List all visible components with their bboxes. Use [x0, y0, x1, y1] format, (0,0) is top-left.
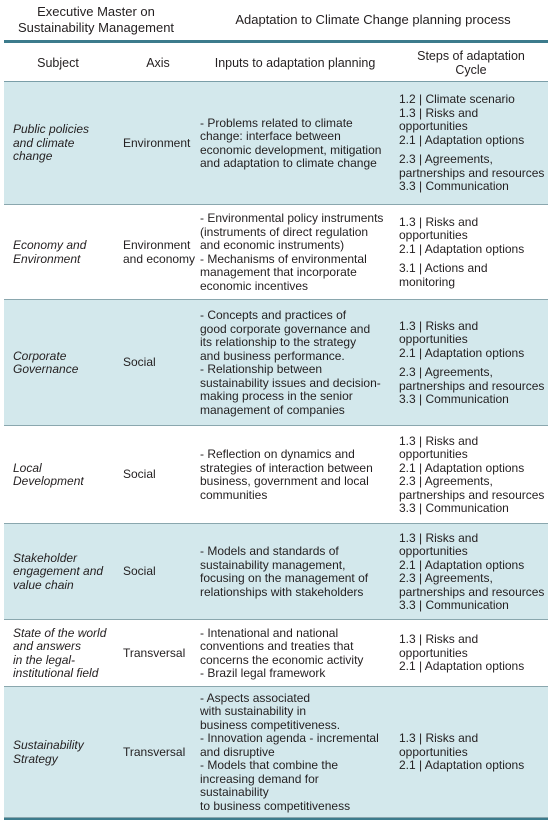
- axis-cell: [123, 620, 201, 687]
- program-title-line: Executive Master on: [37, 4, 155, 19]
- inputs-cell-line: management that incorporate: [200, 265, 357, 279]
- column-header-subject: Subject: [37, 56, 79, 70]
- subject-cell-line: engagement and: [13, 564, 104, 579]
- steps-group: [399, 320, 544, 361]
- steps-group: [399, 732, 524, 773]
- subject-cell-line: Governance: [13, 362, 79, 376]
- subject-cell-line: Strategy: [13, 751, 58, 766]
- subject-cell-line: institutional field: [13, 666, 99, 680]
- steps-group: [399, 216, 524, 257]
- inputs-cell: [200, 687, 390, 818]
- step-line: 2.3 | Agreements,: [399, 365, 493, 379]
- subject-cell-line: and answers: [13, 639, 82, 653]
- step-line: 1.3 | Risks and: [399, 731, 479, 746]
- header-rule: [4, 40, 548, 43]
- inputs-cell-line: making process in the senior: [200, 389, 353, 403]
- step-line: 2.1 | Adaptation options: [399, 659, 525, 674]
- axis-cell-text: [123, 356, 156, 370]
- axis-cell-text: [123, 565, 156, 579]
- axis-cell-text: [123, 468, 156, 482]
- inputs-cell: [200, 426, 390, 524]
- steps-cell: [399, 524, 547, 620]
- step-line: 2.1 | Adaptation options: [399, 557, 525, 572]
- column-header-axis: Axis: [146, 56, 170, 70]
- inputs-cell-line: and economic instruments): [200, 238, 345, 252]
- step-line: 3.3 | Communication: [399, 598, 509, 612]
- step-line: 2.3 | Agreements,: [399, 571, 493, 585]
- step-line: opportunities: [399, 645, 468, 660]
- steps-cell: [399, 620, 547, 687]
- steps-list: [399, 93, 544, 194]
- inputs-cell-line: - Models and standards of: [200, 544, 339, 558]
- inputs-cell-text: [200, 627, 363, 681]
- inputs-cell-line: - Environmental policy instruments: [200, 211, 384, 225]
- steps-cell: [399, 426, 547, 524]
- inputs-cell-text: [200, 212, 383, 293]
- subject-cell-line: Environment: [13, 251, 81, 266]
- axis-cell-line: Social: [123, 467, 156, 482]
- inputs-cell: [200, 524, 390, 620]
- steps-group: [399, 435, 544, 516]
- inputs-cell-line: business competitiveness.: [200, 717, 341, 732]
- table-row: [4, 82, 548, 205]
- axis-cell-line: Transversal: [123, 645, 186, 660]
- axis-cell: [123, 82, 201, 205]
- inputs-cell-line: with sustainability in: [200, 704, 307, 719]
- axis-cell: [123, 300, 201, 426]
- axis-cell-line: Social: [123, 564, 156, 579]
- step-line: opportunities: [399, 447, 468, 461]
- steps-cell: [399, 205, 547, 300]
- subject-cell-line: value chain: [13, 577, 74, 592]
- step-line: partnerships and resources: [399, 378, 545, 393]
- inputs-cell: [200, 620, 390, 687]
- axis-cell-line: and economy: [123, 251, 196, 266]
- subject-cell-text: [13, 239, 86, 266]
- subject-cell-line: Economy and: [13, 238, 87, 252]
- axis-cell: [123, 687, 201, 818]
- steps-cell: [399, 82, 547, 205]
- inputs-cell-text: [200, 448, 373, 502]
- inputs-cell-line: - Models that combine the: [200, 758, 339, 773]
- subject-cell: [13, 620, 117, 687]
- subject-cell-text: [13, 627, 106, 681]
- inputs-cell-line: - Relationship between: [200, 362, 323, 376]
- step-line: partnerships and resources: [399, 584, 545, 599]
- inputs-cell-line: - Concepts and practices of: [200, 308, 347, 322]
- steps-list: [399, 532, 544, 613]
- inputs-cell-line: (instruments of direct regulation: [200, 224, 369, 239]
- step-line: 2.1 | Adaptation options: [399, 758, 525, 773]
- subject-cell-line: State of the world: [13, 625, 107, 640]
- inputs-cell-line: - Innovation agenda - incremental: [200, 731, 379, 746]
- inputs-cell-text: [200, 545, 368, 599]
- subject-cell-text: [13, 462, 84, 489]
- step-line: 1.3 | Risks and: [399, 632, 479, 647]
- steps-cell: [399, 687, 547, 818]
- table-super-header: [0, 0, 554, 44]
- step-line: 3.1 | Actions and: [399, 261, 488, 276]
- steps-list: [399, 320, 544, 407]
- inputs-cell-line: concerns the economic activity: [200, 652, 364, 667]
- inputs-cell-text: [200, 117, 381, 171]
- axis-cell: [123, 524, 201, 620]
- subject-cell-line: and climate: [13, 135, 75, 150]
- inputs-cell-line: communities: [200, 487, 268, 502]
- footer-rule: [4, 818, 548, 820]
- step-line: partnerships and resources: [399, 165, 545, 180]
- steps-list: [399, 633, 524, 674]
- table-row: [4, 426, 548, 524]
- axis-cell-text: [123, 137, 190, 151]
- axis-cell-text: [123, 647, 185, 661]
- inputs-cell-line: business, government and local: [200, 474, 369, 488]
- inputs-cell-line: conventions and treaties that: [200, 639, 354, 653]
- process-title: Adaptation to Climate Change planning process: [235, 12, 511, 27]
- step-line: 3.3 | Communication: [399, 501, 509, 515]
- step-line: opportunities: [399, 119, 468, 134]
- inputs-cell-line: to business competitiveness: [200, 798, 351, 813]
- inputs-cell-line: management of companies: [200, 402, 345, 417]
- step-line: 2.1 | Adaptation options: [399, 345, 525, 360]
- subject-cell-line: Corporate: [13, 348, 67, 363]
- subject-cell-text: [13, 739, 84, 766]
- inputs-cell-line: sustainability management,: [200, 557, 346, 572]
- subject-cell-line: in the legal-: [13, 652, 76, 667]
- axis-cell: [123, 426, 201, 524]
- step-line: opportunities: [399, 744, 468, 759]
- program-title-line: Sustainability Management: [17, 20, 175, 35]
- steps-cell: [399, 300, 547, 426]
- step-line: 3.3 | Communication: [399, 179, 509, 194]
- steps-list: [399, 732, 524, 773]
- inputs-cell-line: economic incentives: [200, 278, 309, 293]
- inputs-cell-line: - Reflection on dynamics and: [200, 447, 355, 461]
- program-title: [4, 4, 188, 36]
- table-row: [4, 524, 548, 620]
- step-line: 2.3 | Agreements,: [399, 152, 493, 167]
- step-line: 1.3 | Risks and: [399, 214, 479, 229]
- inputs-cell-line: its relationship to the strategy: [200, 335, 357, 349]
- subject-cell: [13, 687, 117, 818]
- column-header-steps-line: Steps of adaptation: [417, 49, 525, 63]
- axis-cell-line: Environment: [123, 238, 191, 252]
- step-line: monitoring: [399, 274, 456, 289]
- subject-cell-line: Sustainability: [13, 738, 84, 752]
- subject-cell: [13, 205, 117, 300]
- inputs-cell-line: sustainability issues and decision-: [200, 375, 381, 390]
- axis-cell-line: Social: [123, 355, 156, 370]
- table-row: [4, 205, 548, 300]
- table-row: [4, 300, 548, 426]
- axis-cell-line: Transversal: [123, 744, 186, 759]
- step-line: 1.3 | Risks and: [399, 105, 479, 120]
- steps-group: [399, 366, 544, 407]
- subject-cell-text: [13, 552, 103, 593]
- step-line: 1.2 | Climate scenario: [399, 92, 515, 107]
- inputs-cell-line: increasing demand for sustainability: [200, 771, 319, 800]
- step-line: 1.3 | Risks and: [399, 433, 479, 448]
- inputs-cell-line: - Problems related to climate: [200, 115, 353, 130]
- steps-list: [399, 216, 524, 290]
- step-line: 2.3 | Agreements,: [399, 474, 493, 488]
- column-header-inputs: Inputs to adaptation planning: [214, 56, 376, 70]
- inputs-cell-line: economic development, mitigation: [200, 142, 382, 157]
- inputs-cell-line: - Intenational and national: [200, 625, 339, 640]
- subject-cell-text: [13, 350, 78, 377]
- inputs-cell-line: focusing on the management of: [200, 571, 369, 585]
- inputs-cell: [200, 205, 390, 300]
- step-line: opportunities: [399, 544, 468, 558]
- inputs-cell-line: change: interface between: [200, 129, 341, 143]
- steps-group: [399, 153, 544, 194]
- inputs-cell-text: [200, 692, 390, 814]
- inputs-cell-line: - Brazil legal framework: [200, 666, 326, 680]
- step-line: 1.3 | Risks and: [399, 318, 479, 333]
- steps-group: [399, 262, 524, 289]
- table-row: [4, 687, 548, 818]
- steps-group: [399, 93, 544, 147]
- inputs-cell-line: - Aspects associated: [200, 690, 311, 705]
- axis-cell-line: Environment: [123, 135, 191, 150]
- step-line: 2.1 | Adaptation options: [399, 241, 525, 256]
- inputs-cell: [200, 82, 390, 205]
- step-line: 1.3 | Risks and: [399, 530, 479, 545]
- step-line: 3.3 | Communication: [399, 392, 509, 406]
- inputs-cell-line: and adaptation to climate change: [200, 156, 377, 170]
- subject-cell-text: [13, 123, 89, 164]
- subject-cell: [13, 426, 117, 524]
- inputs-cell-line: strategies of interaction between: [200, 460, 373, 475]
- step-line: opportunities: [399, 332, 468, 346]
- inputs-cell-line: good corporate governance and: [200, 321, 371, 336]
- step-line: 2.1 | Adaptation options: [399, 460, 525, 475]
- inputs-cell-line: and business performance.: [200, 348, 345, 363]
- inputs-cell-line: - Mechanisms of environmental: [200, 251, 367, 266]
- inputs-cell-line: and disruptive: [200, 744, 275, 759]
- subject-cell-line: Development: [13, 474, 84, 488]
- subject-cell-line: Public policies: [13, 122, 90, 137]
- steps-list: [399, 435, 544, 516]
- axis-cell-text: [123, 239, 195, 266]
- subject-cell: [13, 82, 117, 205]
- axis-cell: [123, 205, 201, 300]
- inputs-cell: [200, 300, 390, 426]
- column-header-steps-line: Cycle: [455, 63, 487, 77]
- subject-cell-line: change: [13, 149, 53, 164]
- steps-group: [399, 532, 544, 613]
- inputs-cell-line: relationships with stakeholders: [200, 584, 364, 599]
- subject-cell-line: Local: [13, 460, 42, 475]
- subject-cell: [13, 300, 117, 426]
- table-row: [4, 620, 548, 687]
- steps-group: [399, 633, 524, 674]
- step-line: partnerships and resources: [399, 487, 545, 502]
- column-header-steps: [396, 46, 546, 80]
- subject-cell: [13, 524, 117, 620]
- inputs-cell-text: [200, 309, 381, 417]
- step-line: opportunities: [399, 228, 468, 243]
- subject-cell-line: Stakeholder: [13, 550, 78, 565]
- axis-cell-text: [123, 746, 185, 760]
- step-line: 2.1 | Adaptation options: [399, 132, 525, 147]
